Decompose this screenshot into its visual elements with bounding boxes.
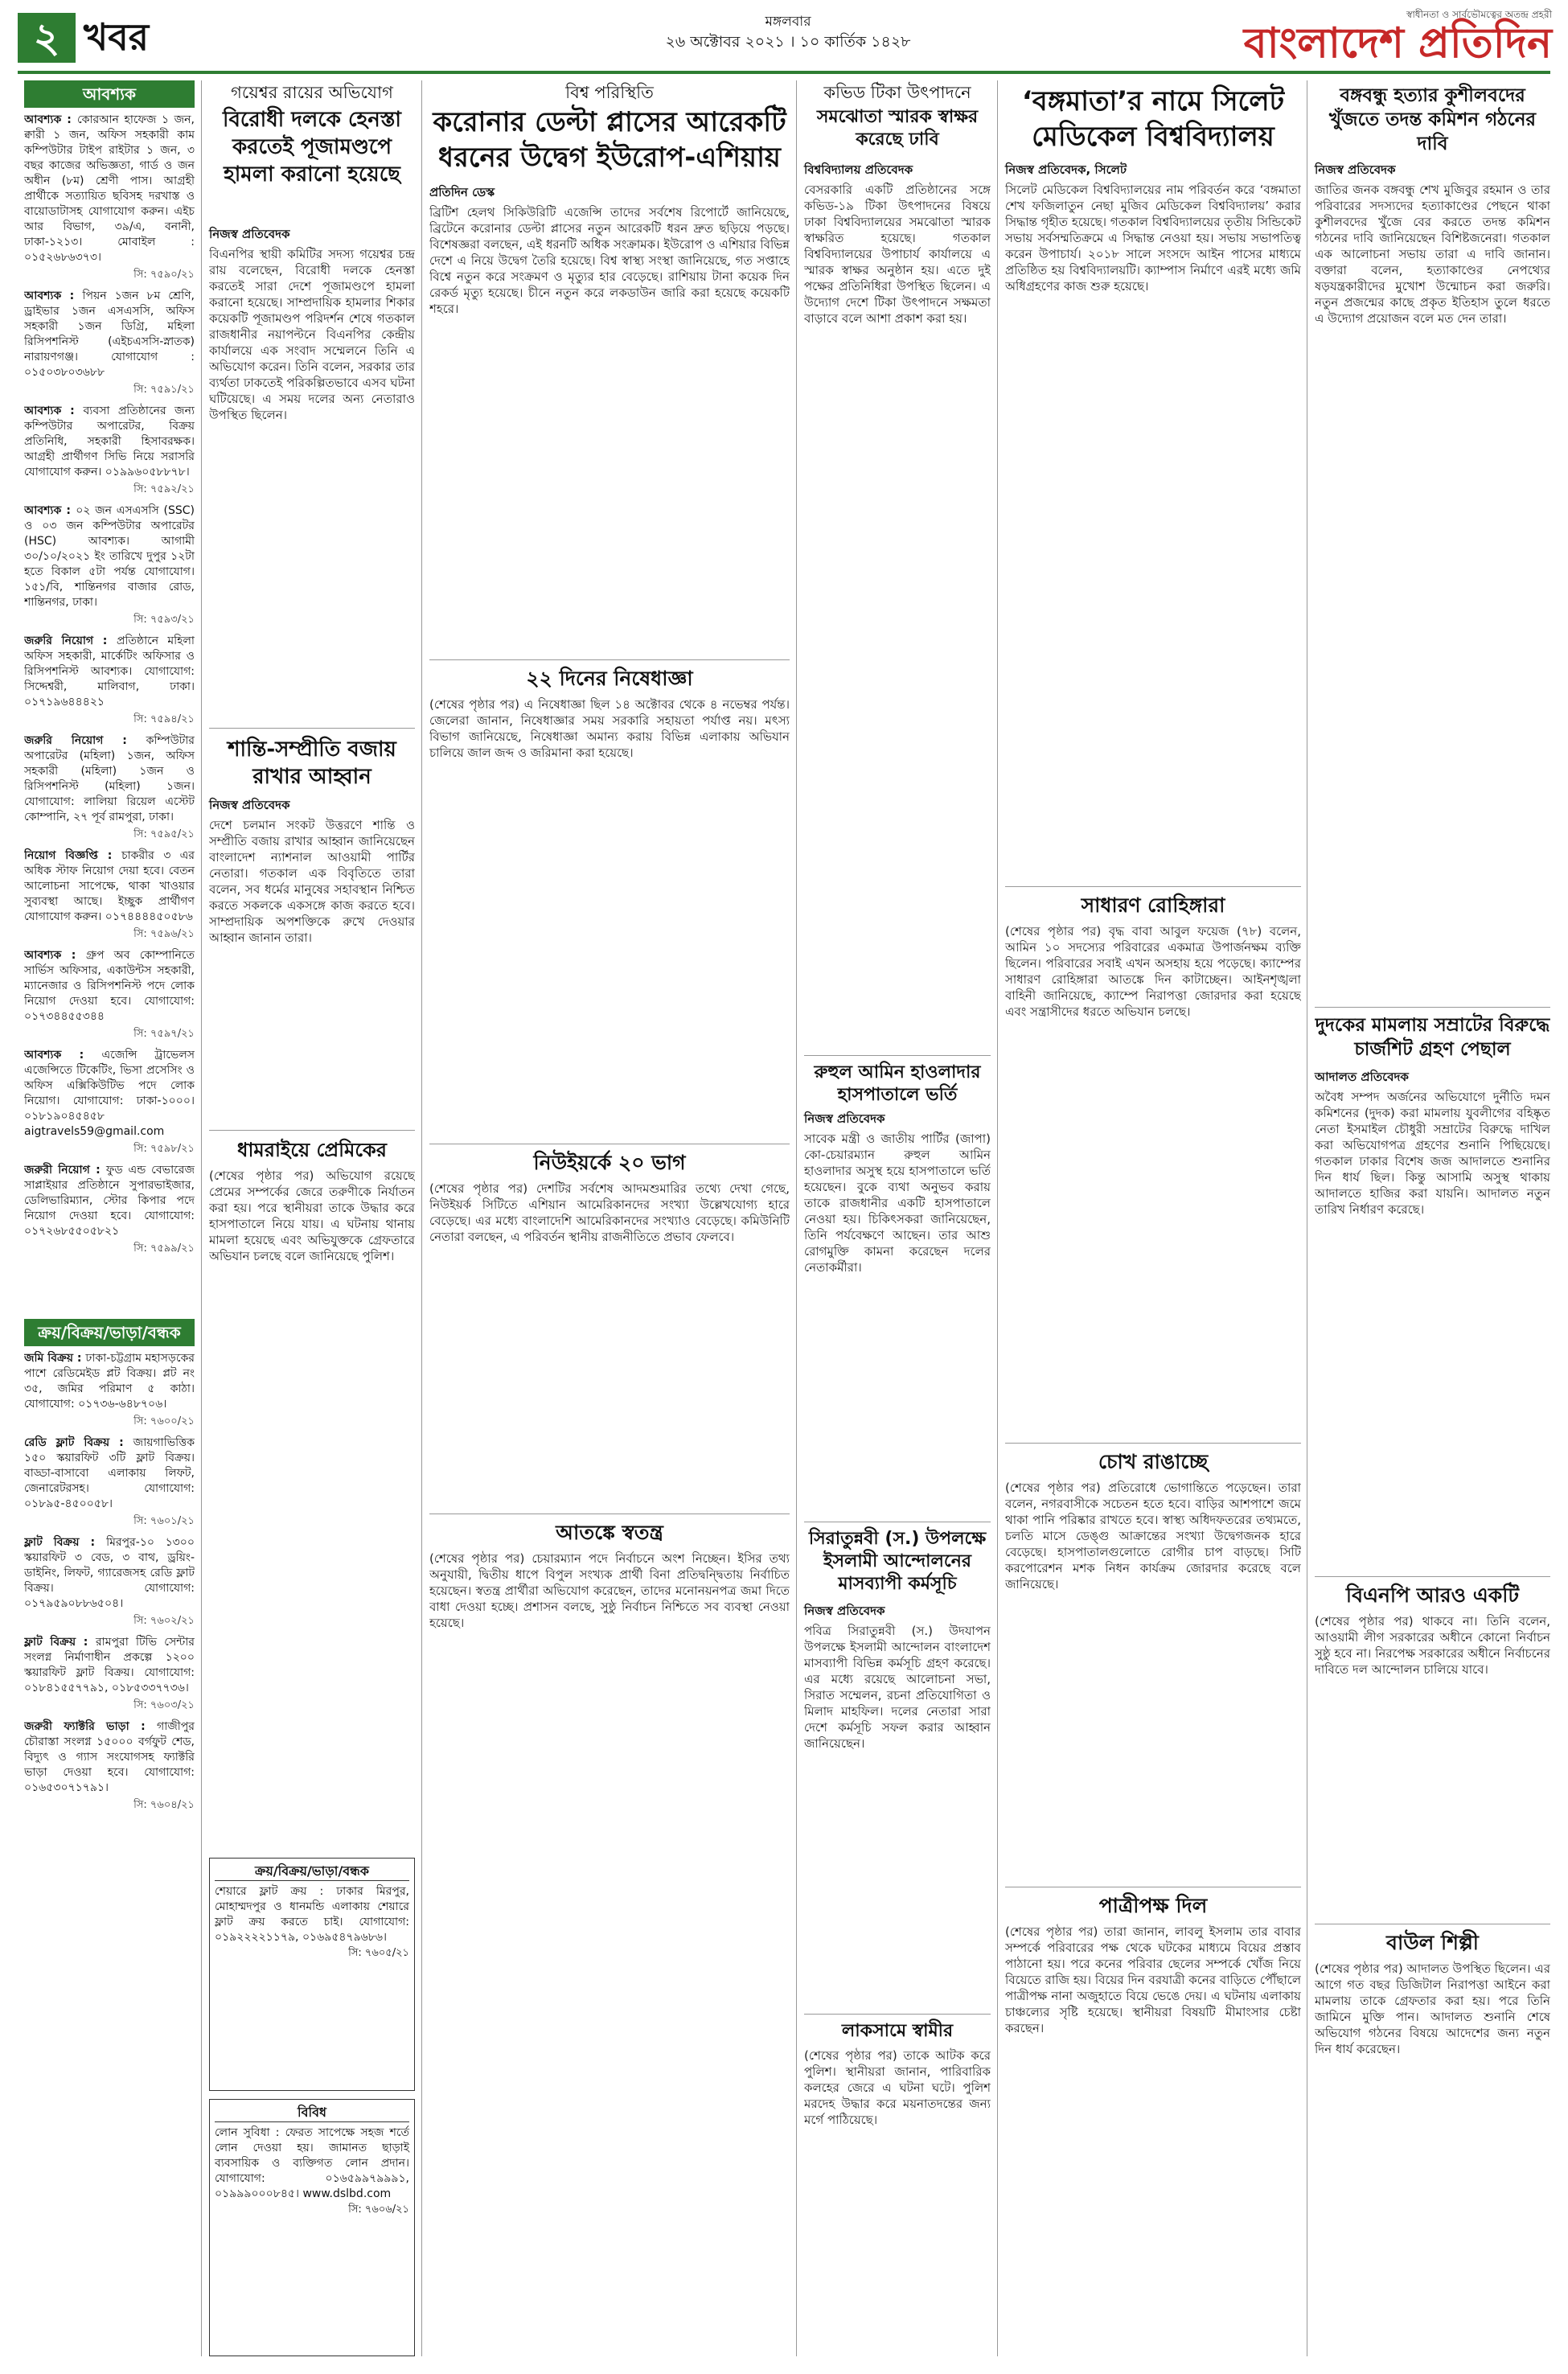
- ad-box-ref: সি: ৭৬০৫/২১: [348, 1947, 409, 1959]
- sub-byline: নিজস্ব প্রতিবেদক: [804, 1604, 885, 1618]
- story-divider: [1315, 1007, 1550, 1008]
- classified-ad-ref: সি: ৭৫৯১/২১: [133, 384, 195, 396]
- sub-body: (শেষের পৃষ্ঠার পর) অভিযোগ রয়েছে প্রেমের সম্পর্কের জেরে তরুণীকে নির্যাতন করা হয়। পরে স্থানীয়রা তাকে উদ্ধার করে হাসপাতালে নিয়ে যায়। এ ঘটনায় থানায় মামলা হয়েছে এবং অভিযুক্তকে গ্রেফতারে অভিযান চলছে বলে জানিয়েছে পুলিশ।: [209, 1169, 415, 1263]
- story-headline: বঙ্গবন্ধু হত্যার কুশীলবদের খুঁজতে তদন্ত কমিশন গঠনের দাবি: [1328, 85, 1537, 154]
- story-byline: বিশ্ববিদ্যালয় প্রতিবেদক: [804, 162, 913, 177]
- sub-headline: সিরাতুন্নবী (স.) উপলক্ষে ইসলামী আন্দোলনের মাসব্যাপী কর্মসূচি: [808, 1529, 987, 1594]
- sub-body: (শেষের পৃষ্ঠার পর) থাকবে না। তিনি বলেন, আওয়ামী লীগ সরকারের অধীনে কোনো নির্বাচন সুষ্ঠু হবে না। নিরপেক্ষ সরকারের অধীনে নির্বাচনের দাবিতে দল আন্দোলন চালিয়ে যাবে।: [1315, 1614, 1550, 1677]
- sub-body: দেশে চলমান সংকট উত্তরণে শান্তি ও সম্প্রীতি বজায় রাখার আহ্বান জানিয়েছেন বাংলাদেশ ন্যাশনাল আওয়ামী পার্টির নেতারা। গতকাল এক বিবৃতিতে তারা বলেন, সব ধর্মের মানুষের সহাবস্থান নিশ্চিত করতে সকলকে একসঙ্গে কাজ করতে হবে। সাম্প্রদায়িক অপশক্তিকে রুখে দেওয়ার আহ্বান জানান তারা।: [209, 818, 415, 945]
- classified-ad-body: প্রতিষ্ঠানে মহিলা অফিস সহকারী, মার্কেটিং অফিসার ও রিসিপশনিস্ট আবশ্যক। যোগাযোগ: সিদ্দেশ্বরী, মালিবাগ, ঢাকা। ০১৭১৯৬৪৪৪২১: [24, 635, 195, 709]
- classified-ad-title: জরুরী নিয়োগ :: [24, 1164, 107, 1177]
- classified-ads-list: [24, 113, 195, 1311]
- section-label: খবর: [84, 15, 150, 59]
- ad-box-title: ক্রয়/বিক্রয়/ভাড়া/বন্ধক: [215, 1863, 409, 1881]
- column-divider: [201, 80, 202, 2356]
- story-divider: [1315, 1576, 1550, 1577]
- sub-body: (শেষের পৃষ্ঠার পর) তাকে আটক করে পুলিশ। স্থানীয়রা জানান, পারিবারিক কলহের জেরে এ ঘটনা ঘটে। পুলিশ মরদেহ উদ্ধার করে ময়নাতদন্তের জন্য মর্গে পাঠিয়েছে।: [804, 2048, 991, 2127]
- lead-body: সিলেট মেডিকেল বিশ্ববিদ্যালয়ের নাম পরিবর্তন করে ‘বঙ্গমাতা শেখ ফজিলাতুন নেছা মুজিব মেডিকেল বিশ্ববিদ্যালয়’ করার সিদ্ধান্ত গৃহীত হয়েছে। গতকাল বিশ্ববিদ্যালয়ের তৃতীয় সিন্ডিকেট সভায় সর্বসম্মতিক্রমে এ সিদ্ধান্ত নেওয়া হয়। সভায় সভাপতিত্ব করেন উপাচার্য। ২০১৮ সালে সংসদে আইন পাসের মাধ্যমে প্রতিষ্ঠিত হয় বিশ্ববিদ্যালয়টি। ক্যাম্পাস নির্মাণে এরই মধ্যে জমি অধিগ্রহণের কাজ শুরু হয়েছে।: [1005, 183, 1301, 294]
- classified-ad-body: মিরপুর-১০ ১৩০০ স্কয়ারফিট ৩ বেড, ৩ বাথ, ড্রয়িং-ডাইনিং, লিফট, গ্যারেজসহ রেডি ফ্লাট বিক্রয়। যোগাযোগ: ০১৭৯৫৯০৮৮৬৫০৪।: [24, 1536, 195, 1610]
- story-byline: প্রতিদিন ডেস্ক: [429, 185, 495, 199]
- sub-body: (শেষের পৃষ্ঠার পর) আদালত উপস্থিত ছিলেন। এর আগে গত বছর ডিজিটাল নিরাপত্তা আইনে করা মামলায় তাকে গ্রেফতার করা হয়। পরে তিনি জামিনে মুক্তি পান। আদালত শুনানি শেষে অভিযোগ গঠনের বিষয়ে আদেশের জন্য নতুন দিন ধার্য করেছেন।: [1315, 1961, 1550, 2056]
- classified-ad-body: রামপুরা টিভি সেন্টার সংলগ্ন নির্মাণাধীন প্রকল্পে ১২০০ স্কয়ারফিট ফ্লাট বিক্রয়। যোগাযোগ: ০১৮৪১৫৫৭৭৯১, ০১৮৫৩৩৭৭৩৬।: [24, 1636, 195, 1694]
- classified-ad-title: জরুরি নিয়োগ :: [24, 734, 146, 747]
- sub-body: (শেষের পৃষ্ঠার পর) বৃদ্ধ বাবা আবুল ফয়েজ (৭৮) বলেন, আমিন ১০ সদস্যের পরিবারের একমাত্র উপার্জনক্ষম ব্যক্তি ছিলেন। পরিবারের সবাই এখন অসহায় হয়ে পড়েছে। ক্যাম্পের সাধারণ রোহিঙ্গারা আতঙ্কে দিন কাটাচ্ছেন। আইনশৃঙ্খলা বাহিনী জানিয়েছে, ক্যাম্পে নিরাপত্তা জোরদার করা হয়েছে এবং সন্ত্রাসীদের ধরতে অভিযান চলছে।: [1005, 924, 1301, 1019]
- classified-ad-title: জরুরী ফ্যাক্টরি ভাড়া :: [24, 1720, 158, 1733]
- issue-day: মঙ্গলবার: [765, 14, 811, 30]
- story-kicker: বিশ্ব পরিস্থিতি: [565, 83, 654, 102]
- sub-body: অবৈধ সম্পদ অর্জনের অভিযোগে দুর্নীতি দমন কমিশনের (দুদক) করা মামলায় যুবলীগের বহিষ্কৃত নেতা ইসমাইল চৌধুরী সম্রাটের বিরুদ্ধে দাখিল করা অভিযোগপত্র গ্রহণের শুনানি পিছিয়েছে। গতকাল ঢাকার বিশেষ জজ আদালতে শুনানির দিন ধার্য ছিল। কিন্তু আসামি অসুস্থ থাকায় আদালতে হাজির করা যায়নি। আদালত নতুন তারিখ নির্ধারণ করেছে।: [1315, 1090, 1550, 1217]
- story-headline: করোনার ডেল্টা প্লাসের আরেকটি ধরনের উদ্বেগ ইউরোপ-এশিয়ায়: [433, 106, 786, 174]
- story-divider: [804, 1055, 991, 1056]
- sub-byline: আদালত প্রতিবেদক: [1315, 1070, 1409, 1084]
- story-divider: [1005, 1443, 1301, 1444]
- classified-ad-body: গাজীপুর চৌরাস্তা সংলগ্ন ১৫০০০ বর্গফুট শেড, বিদ্যুৎ ও গ্যাস সংযোগসহ ফ্যাক্টরি ভাড়া দেওয়া হবে। যোগাযোগ: ০১৬৫৩০৭১৭৯১।: [24, 1720, 195, 1794]
- sub-byline: নিজস্ব প্রতিবেদক: [804, 1111, 885, 1126]
- story-divider: [429, 659, 790, 660]
- sub-headline: রুহুল আমিন হাওলাদার হাসপাতালে ভর্তি: [814, 1062, 981, 1105]
- sub-headline: নিউইয়র্কে ২০ ভাগ: [533, 1151, 686, 1174]
- ad-box-ref: সি: ৭৬০৬/২১: [348, 2204, 409, 2216]
- ad-box-body: শেয়ারে ফ্লাট ক্রয় : ঢাকার মিরপুর, মোহাম্মদপুর ও ধানমন্ডি এলাকায় শেয়ারে ফ্লাট ক্রয় করতে চাই। যোগাযোগ: ০১৯২২২২১১৭৯, ০১৬৯৫৪৭৯৬৮৬।: [215, 1885, 409, 1944]
- classified-ad-title: নিয়োগ বিজ্ঞপ্তি :: [24, 849, 122, 862]
- classified-ad-body: চাকরীর ৩ এর অধিক স্টাফ নিয়োগ দেয়া হবে। বেতন আলোচনা সাপেক্ষে, থাকা খাওয়ার সুব্যবস্থা আছে। ইচ্ছুক প্রার্থীগণ যোগাযোগ করুন। ০১৭৪৪৪৪৫০৫৮৬: [24, 849, 195, 923]
- classified-ad-title: জরুরি নিয়োগ :: [24, 635, 117, 647]
- classified-ad-ref: সি: ৭৫৯৫/২১: [133, 828, 195, 840]
- classified-ad-title: আবশ্যক :: [24, 1049, 102, 1062]
- classified-ad: [24, 634, 195, 727]
- sub-headline: বিএনপি আরও একটি: [1345, 1583, 1520, 1607]
- ad-box: [209, 2099, 415, 2356]
- sub-byline: নিজস্ব প্রতিবেদক: [209, 798, 290, 812]
- classified-ad-title: রেডি ফ্লাট বিক্রয় :: [24, 1436, 133, 1449]
- issue-date: ২৬ অক্টোবর ২০২১ । ১০ কার্তিক ১৪২৮: [665, 33, 911, 51]
- classified-ad-body: এজেন্সি ট্রাভেলস এজেন্সিতে টিকেটিং, ভিসা প্রসেসিং ও অফিস এক্সিকিউটিভ পদে লোক নিয়োগ। যোগাযোগ: ঢাকা-১০০০। ০১৮১৯০৪৫৪৫৮ aigtravels59@gmail.com: [24, 1049, 195, 1138]
- logo-tagline: স্বাধীনতা ও সার্বভৌমত্বের অতন্দ্র প্রহরী: [1406, 9, 1552, 20]
- sub-body: পবিত্র সিরাতুন্নবী (স.) উদযাপন উপলক্ষে ইসলামী আন্দোলন বাংলাদেশ মাসব্যাপী বিভিন্ন কর্মসূচি গ্রহণ করেছে। এর মধ্যে রয়েছে আলোচনা সভা, সিরাত সম্মেলন, রচনা প্রতিযোগিতা ও মিলাদ মাহফিল। দলের নেতারা সারা দেশে কর্মসূচি সফল করার আহ্বান জানিয়েছেন।: [804, 1624, 991, 1751]
- sub-body: (শেষের পৃষ্ঠার পর) এ নিষেধাজ্ঞা ছিল ১৪ অক্টোবর থেকে ৪ নভেম্বর পর্যন্ত। জেলেরা জানান, নিষেধাজ্ঞার সময় সরকারি সহায়তা পর্যাপ্ত নয়। মৎস্য বিভাগ জানিয়েছে, নিষেধাজ্ঞা অমান্য করায় বিভিন্ন এলাকায় অভিযান চালিয়ে জাল জব্দ ও জরিমানা করা হয়েছে।: [429, 697, 790, 760]
- classified-ad: [24, 1048, 195, 1156]
- classified-ad-body: ফুড এন্ড বেভারেজ সাপ্লাইয়ার প্রতিষ্ঠানে সুপারভাইজার, ডেলিভারিম্যান, স্টোর কিপার পদে নিয়োগ দেওয়া হবে। যোগাযোগ: ০১৭২৬৮৫৫০৫৮২১: [24, 1164, 195, 1238]
- classified-ad-ref: সি: ৭৬০০/২১: [133, 1415, 195, 1427]
- classified-ad: [24, 1435, 195, 1529]
- column-divider: [421, 80, 422, 2356]
- lead-headline: ‘বঙ্গমাতা’র নামে সিলেট মেডিকেল বিশ্ববিদ্যালয়: [1021, 85, 1285, 153]
- sub-headline: ২২ দিনের নিষেধাজ্ঞা: [526, 667, 693, 690]
- classified-ad: [24, 404, 195, 497]
- sub-headline: দুদকের মামলায় সম্রাটের বিরুদ্ধে চার্জশিট গ্রহণ পেছাল: [1315, 1015, 1550, 1060]
- classified-ad-title: আবশ্যক :: [24, 405, 84, 417]
- sub-headline: লাকসামে স্বামীর: [841, 2021, 954, 2041]
- sub-body: (শেষের পৃষ্ঠার পর) প্রতিরোধে ভোগান্তিতে পড়েছেন। তারা বলেন, নগরবাসীকে সচেতন হতে হবে। বাড়ির আশপাশে জমে থাকা পানি পরিষ্কার রাখতে হবে। স্বাস্থ্য অধিদফতরের তথ্যমতে, চলতি মাসে ডেঙ্গু আক্রান্তের সংখ্যা উদ্বেগজনক হারে বেড়েছে। হাসপাতালগুলোতে রোগীর চাপ বাড়ছে। সিটি করপোরেশন মশক নিধন কার্যক্রম জোরদার করেছে বলে জানিয়েছে।: [1005, 1481, 1301, 1592]
- column-divider: [997, 80, 998, 2356]
- classified-ad: [24, 113, 195, 282]
- classified-ad-ref: সি: ৭৫৯৪/২১: [133, 713, 195, 725]
- classified-ad-ref: সি: ৭৫৯৬/২১: [133, 928, 195, 940]
- sub-body: (শেষের পৃষ্ঠার পর) তারা জানান, লাবলু ইসলাম তার বাবার সম্পর্কে পরিবারের পক্ষ থেকে ঘটকের মাধ্যমে বিয়ের প্রস্তাব পাঠানো হয়। পরে কনের পরিবার ছেলের সম্পর্কে খোঁজ নিয়ে বিয়েতে রাজি হয়। বিয়ের দিন বরযাত্রী কনের বাড়িতে পৌঁছালে পাত্রীপক্ষ নানা অজুহাতে বিয়ে ভেঙে দেয়। এ ঘটনায় এলাকায় চাঞ্চল্যের সৃষ্টি হয়েছে। স্থানীয়রা বিষয়টি মীমাংসার চেষ্টা করছেন।: [1005, 1924, 1301, 2035]
- classified-ad-title: ফ্লাট বিক্রয় :: [24, 1536, 107, 1549]
- story-body: ব্রিটিশ হেলথ সিকিউরিটি এজেন্সি তাদের সর্বশেষ রিপোর্টে জানিয়েছে, ব্রিটেনে করোনার ডেল্টা প্লাসের নতুন আরেকটি ধরন দ্রুত ছড়িয়ে পড়ছে। বিশেষজ্ঞরা বলছেন, এই ধরনটি অধিক সংক্রামক। ইউরোপ ও এশিয়ার বিভিন্ন দেশে এ নিয়ে উদ্বেগ তৈরি হয়েছে। বিশ্ব স্বাস্থ্য সংস্থা জানিয়েছে, গত সপ্তাহে বিশ্বে নতুন করে সংক্রমণ ও মৃত্যুর হার বেড়েছে। রাশিয়ায় টানা কয়েক দিন রেকর্ড মৃত্যু হয়েছে। চীনে নতুন করে লকডাউন জারি করা হয়েছে কয়েকটি শহরে।: [429, 205, 790, 316]
- story-body: বিএনপির স্থায়ী কমিটির সদস্য গয়েশ্বর চন্দ্র রায় বলেছেন, বিরোধী দলকে হেনস্তা করতেই সারা দেশে পূজামণ্ডপে হামলা করানো হয়েছে। সাম্প্রদায়িক হামলার শিকার কয়েকটি পূজামণ্ডপ পরিদর্শন শেষে গতকাল রাজধানীর নয়াপল্টনে বিএনপির কেন্দ্রীয় কার্যালয়ে এক সংবাদ সম্মেলনে তিনি এ অভিযোগ করেন। তিনি বলেন, সরকার তার ব্যর্থতা ঢাকতেই পরিকল্পিতভাবে এসব ঘটনা ঘটিয়েছে। এ সময় দলের অন্য নেতারাও উপস্থিত ছিলেন।: [209, 247, 415, 422]
- classified-ad-title: আবশ্যক :: [24, 949, 86, 962]
- classified-ad-ref: সি: ৭৬০১/২১: [133, 1515, 195, 1527]
- story-divider: [1005, 886, 1301, 887]
- classified-ad-ref: সি: ৭৫৯০/২১: [133, 269, 195, 281]
- header-rule: [18, 71, 1550, 74]
- classified-ad-title: আবশ্যক :: [24, 290, 83, 302]
- classified-ad: [24, 1351, 195, 1429]
- sub-headline: ধামরাইয়ে প্রেমিকের: [237, 1139, 387, 1161]
- story-divider: [209, 728, 415, 729]
- classified-ad-body: ব্যবসা প্রতিষ্ঠানের জন্য কম্পিউটার অপারেটর, বিক্রয় প্রতিনিধি, সহকারী হিসাবরক্ষক। আগ্রহী প্রার্থীগণ সিভি নিয়ে সরাসরি যোগাযোগ করুন। ০১৯৯৬০৫৮৮৭৮।: [24, 405, 195, 478]
- story-body: জাতির জনক বঙ্গবন্ধু শেখ মুজিবুর রহমান ও তার পরিবারের সদস্যদের হত্যাকাণ্ডের পেছনে থাকা কুশীলবদের খুঁজে বের করতে তদন্ত কমিশন গঠনের দাবি জানিয়েছেন বিশিষ্টজনেরা। গতকাল এক আলোচনা সভায় তারা এ দাবি জানান। বক্তারা বলেন, হত্যাকাণ্ডের নেপথ্যের ষড়যন্ত্রকারীদের মুখোশ উন্মোচন করা জরুরি। নতুন প্রজন্মের কাছে প্রকৃত ইতিহাস তুলে ধরতে এ উদ্যোগ প্রয়োজন বলে মত দেন তারা।: [1315, 183, 1550, 326]
- classified-ad-ref: সি: ৭৫৯৩/২১: [133, 614, 195, 626]
- story-kicker: গয়েশ্বর রায়ের অভিযোগ: [231, 83, 393, 102]
- sub-headline: চোখ রাঙাচ্ছে: [1098, 1450, 1209, 1473]
- story-byline: নিজস্ব প্রতিবেদক: [209, 227, 290, 241]
- lead-byline: নিজস্ব প্রতিবেদক, সিলেট: [1005, 162, 1127, 177]
- classified-ad: [24, 1163, 195, 1256]
- sub-headline: বাউল শিল্পী: [1386, 1931, 1479, 1954]
- classified-ad-body: ০২ জন এসএসসি (SSC) ও ০৩ জন কম্পিউটার অপারেটর (HSC) আবশ্যক। আগামী ৩০/১০/২০২১ ইং তারিখে দুপুর ১২টা হতে বিকাল ৫টা পর্যন্ত যোগাযোগ। ১৫১/বি, শান্তিনগর বাজার রোড, শান্তিনগর, ঢাকা।: [24, 504, 195, 609]
- classified-ad-ref: সি: ৭৬০২/২১: [133, 1615, 195, 1627]
- sub-headline: সাধারণ রোহিঙ্গারা: [1081, 893, 1225, 917]
- classified-ad-body: কোরআন হাফেজ ১ জন, ক্বারী ১ জন, অফিস সহকারী কাম কম্পিউটার টাইপ রাইটার ১ জন, ৩ বছর কাজের অভিজ্ঞতা, গার্ড ও জন অধীন (৮ম) শ্রেণী পাস। আগ্রহী প্রার্থীকে সত্যায়িত ছবিসহ দরখাস্ত ও বায়োডাটাসহ যোগাযোগ করুন। এইচ আর বিভাগ, ৩৯/এ, বনানী, ঢাকা-১২১৩। মোবাইল : ০১৫২৬৮৬৩৭৩।: [24, 113, 195, 264]
- classified-section-title: আবশ্যক: [24, 80, 195, 108]
- classified-ad-ref: সি: ৭৫৯২/২১: [133, 483, 195, 495]
- story-headline: সমঝোতা স্মারক স্বাক্ষর করেছে ঢাবি: [816, 107, 979, 150]
- page-number: ২: [18, 13, 76, 63]
- column-divider: [796, 80, 797, 2356]
- story-divider: [209, 1130, 415, 1131]
- classified-ad: [24, 1535, 195, 1629]
- classified-ad-body: পিয়ন ১জন ৮ম শ্রেণি, ড্রাইভার ১জন এসএসসি, অফিস সহকারী ১জন ডিগ্রি, মহিলা রিসিপশনিস্ট (এইচএসসি-স্নাতক) নারায়ণগঞ্জ। যোগাযোগ : ০১৫০৩৮০৩৬৮৮: [24, 290, 195, 379]
- sub-body: (শেষের পৃষ্ঠার পর) দেশটির সর্বশেষ আদমশুমারির তথ্যে দেখা গেছে, নিউইয়র্ক সিটিতে এশিয়ান আমেরিকানদের সংখ্যা উল্লেখযোগ্য হারে বেড়েছে। এর মধ্যে বাংলাদেশি আমেরিকানদের সংখ্যাও বেড়েছে। কমিউনিটি নেতারা বলছেন, এ পরিবর্তন স্থানীয় রাজনীতিতে প্রভাব ফেলবে।: [429, 1181, 790, 1244]
- story-kicker: কভিড টিকা উৎপাদনে: [823, 83, 971, 102]
- classified-ad-ref: সি: ৭৬০৪/২১: [133, 1799, 195, 1811]
- sub-body: সাবেক মন্ত্রী ও জাতীয় পার্টির (জাপা) কো-চেয়ারম্যান রুহুল আমিন হাওলাদার অসুস্থ হয়ে হাসপাতালে ভর্তি হয়েছেন। বুকে ব্যথা অনুভব করায় তাকে রাজধানীর একটি হাসপাতালে নেওয়া হয়। চিকিৎসকরা জানিয়েছেন, তিনি পর্যবেক্ষণে আছেন। তার আশু রোগমুক্তি কামনা করেছেন দলের নেতাকর্মীরা।: [804, 1132, 991, 1275]
- classified-ad: [24, 848, 195, 942]
- classified-ad-body: গ্রুপ অব কোম্পানিতে সার্ভিস অফিসার, একাউন্টস সহকারী, ম্যানেজার ও রিসিপশনিস্ট পদে লোক নিয়োগ দেওয়া হবে। যোগাযোগ: ০১৭৩৪৪৫৫৩৪৪: [24, 949, 195, 1023]
- classified-ad: [24, 948, 195, 1041]
- story-byline: নিজস্ব প্রতিবেদক: [1315, 162, 1396, 177]
- sub-headline: পাত্রীপক্ষ দিল: [1098, 1894, 1208, 1917]
- story-divider: [804, 2014, 991, 2015]
- classified-ad: [24, 289, 195, 397]
- sub-headline: আতঙ্কে স্বতন্ত্র: [556, 1521, 663, 1544]
- classified-ad-title: আবশ্যক :: [24, 113, 77, 126]
- classified-ad-title: আবশ্যক :: [24, 504, 76, 517]
- classified-ad: [24, 1719, 195, 1813]
- classified-ad-body: জায়গাভিত্তিক ১৫০ স্কয়ারফিট ৩টি ফ্লাট বিক্রয়। বাড্ডা-বাসাবো এলাকায় লিফট, জেনারেটরসহ। যোগাযোগ: ০১৮৯৫-৪৫০০৫৮।: [24, 1436, 195, 1510]
- classified-ads-list-2: [24, 1351, 195, 2356]
- classified-ad-ref: সি: ৭৫৯৮/২১: [133, 1143, 195, 1155]
- sub-headline: শান্তি-সম্প্রীতি বজায় রাখার আহ্বান: [228, 737, 396, 789]
- newspaper-logo: বাংলাদেশ প্রতিদিন: [1243, 18, 1552, 68]
- classified-ad-body: কম্পিউটার অপারেটর (মহিলা) ১জন, অফিস সহকারী (মহিলা) ১জন ও রিসিপশনিস্ট (মহিলা) ১জন। যোগাযোগ: লালিয়া রিয়েল এস্টেট কোম্পানি, ২৭ পূর্ব রামপুরা, ঢাকা।: [24, 734, 195, 824]
- classified-ad: [24, 503, 195, 627]
- classified-ad-title: জমি বিক্রয় :: [24, 1352, 86, 1365]
- sub-body: (শেষের পৃষ্ঠার পর) চেয়ারম্যান পদে নির্বাচনে অংশ নিচ্ছেন। ইসির তথ্য অনুযায়ী, দ্বিতীয় ধাপে বিপুল সংখ্যক প্রার্থী বিনা প্রতিদ্বন্দ্বিতায় নির্বাচিত হয়েছেন। স্বতন্ত্র প্রার্থীরা অভিযোগ করেছেন, তাদের মনোনয়নপত্র জমা দিতে বাধা দেওয়া হচ্ছে। প্রশাসন বলছে, সুষ্ঠু নির্বাচন নিশ্চিতে সব ব্যবস্থা নেওয়া হয়েছে।: [429, 1551, 790, 1630]
- story-headline: বিরোধী দলকে হেনস্তা করতেই পূজামণ্ডপে হামলা করানো হয়েছে: [223, 108, 401, 187]
- ad-box-body: লোন সুবিধা : ফেরত সাপেক্ষে সহজ শর্তে লোন দেওয়া হয়। জামানত ছাড়াই ব্যবসায়িক ও ব্যক্তিগত লোন প্রদান। যোগাযোগ: ০১৬৫৯৯৭৯৯৯১, ০১৯৯৯০০০৮৪৫। www.dslbd.com: [215, 2126, 409, 2200]
- classified-ad-ref: সি: ৭৬০৩/২১: [133, 1699, 195, 1711]
- classified-ad-body: ঢাকা-চট্টগ্রাম মহাসড়কের পাশে রেডিমেইড প্লট বিক্রয়। প্লট নং ৩৫, জমির পরিমাণ ৫ কাঠা। যোগাযোগ: ০১৭৩৬-৬৪৮৭০৬।: [24, 1352, 195, 1411]
- ad-box-title: বিবিধ: [215, 2105, 409, 2122]
- ad-box: [209, 1858, 415, 2091]
- classified-ad-ref: সি: ৭৫৯৭/২১: [133, 1028, 195, 1040]
- story-body: বেসরকারি একটি প্রতিষ্ঠানের সঙ্গে কভিড-১৯ টিকা উৎপাদনের বিষয়ে ঢাকা বিশ্ববিদ্যালয়ের সমঝোতা স্মারক স্বাক্ষরিত হয়েছে। গতকাল বিশ্ববিদ্যালয়ের উপাচার্য কার্যালয়ে এ স্মারক স্বাক্ষর অনুষ্ঠান হয়। এতে দুই পক্ষের প্রতিনিধিরা উপস্থিত ছিলেন। এ উদ্যোগ দেশে টিকা উৎপাদনে সক্ষমতা বাড়াবে বলে আশা প্রকাশ করা হয়।: [804, 183, 991, 326]
- classified-ad: [24, 733, 195, 842]
- classified-section2-title: ক্রয়/বিক্রয়/ভাড়া/বন্ধক: [24, 1319, 195, 1346]
- classified-ad-ref: সি: ৭৫৯৯/২১: [133, 1242, 195, 1255]
- classified-ad-title: ফ্লাট বিক্রয় :: [24, 1636, 96, 1649]
- classified-ad: [24, 1635, 195, 1713]
